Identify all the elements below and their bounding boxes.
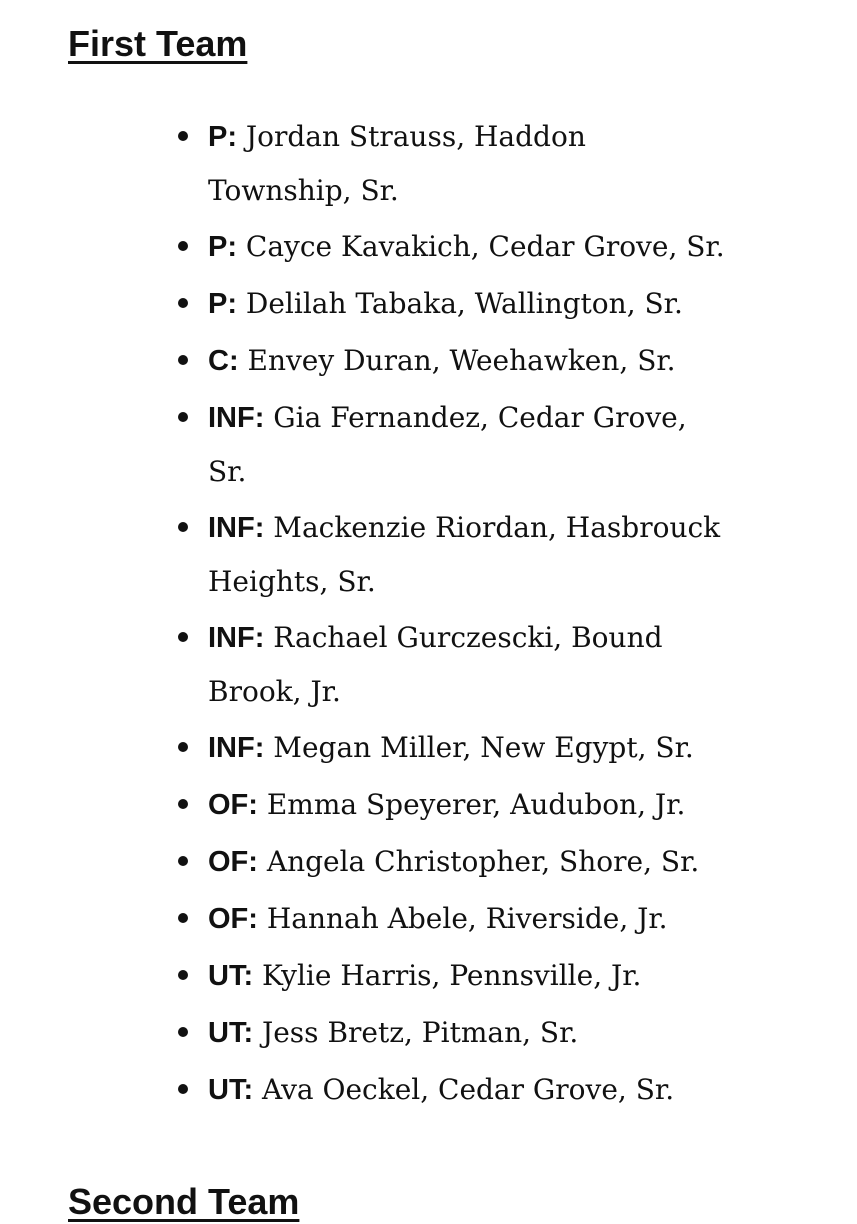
bullet-icon <box>178 355 188 365</box>
player-entry: Emma Speyerer, Audubon, Jr. <box>266 788 686 821</box>
bullet-icon <box>178 799 188 809</box>
bullet-icon <box>178 742 188 752</box>
player-entry: Ava Oeckel, Cedar Grove, Sr. <box>262 1073 675 1106</box>
player-position: INF: <box>208 622 265 654</box>
player-position: INF: <box>208 732 265 764</box>
player-position: C: <box>208 345 239 377</box>
player-position: UT: <box>208 960 254 992</box>
bullet-icon <box>178 632 188 642</box>
list-item <box>208 220 728 277</box>
list-item <box>208 334 728 391</box>
player-entry: Jordan Strauss, Haddon Township, Sr. <box>208 120 586 207</box>
list-item <box>208 778 728 835</box>
player-position: P: <box>208 231 237 263</box>
player-position: INF: <box>208 402 265 434</box>
player-list <box>208 110 728 1120</box>
next-section-title: Second Team <box>68 1181 300 1222</box>
player-position: OF: <box>208 846 258 878</box>
player-position: OF: <box>208 789 258 821</box>
list-item <box>208 721 728 778</box>
list-item <box>208 611 728 721</box>
bullet-icon <box>178 1027 188 1037</box>
list-item <box>208 835 728 892</box>
bullet-icon <box>178 970 188 980</box>
player-entry: Envey Duran, Weehawken, Sr. <box>247 344 676 377</box>
list-item <box>208 110 728 220</box>
list-item <box>208 892 728 949</box>
player-entry: Jess Bretz, Pitman, Sr. <box>262 1016 579 1049</box>
player-entry: Hannah Abele, Riverside, Jr. <box>266 902 668 935</box>
player-entry: Megan Miller, New Egypt, Sr. <box>273 731 694 764</box>
bullet-icon <box>178 412 188 422</box>
list-item <box>208 1006 728 1063</box>
player-entry: Gia Fernandez, Cedar Grove, Sr. <box>208 401 687 488</box>
player-position: P: <box>208 288 237 320</box>
player-entry: Kylie Harris, Pennsville, Jr. <box>262 959 642 992</box>
bullet-icon <box>178 1084 188 1094</box>
bullet-icon <box>178 298 188 308</box>
player-position: OF: <box>208 903 258 935</box>
list-item <box>208 1063 728 1120</box>
list-item <box>208 391 728 501</box>
bullet-icon <box>178 131 188 141</box>
player-position: P: <box>208 121 237 153</box>
list-item <box>208 949 728 1006</box>
player-position: INF: <box>208 512 265 544</box>
player-entry: Angela Christopher, Shore, Sr. <box>266 845 700 878</box>
player-position: UT: <box>208 1074 254 1106</box>
player-entry: Rachael Gurczescki, Bound Brook, Jr. <box>208 621 663 708</box>
player-entry: Cayce Kavakich, Cedar Grove, Sr. <box>245 230 725 263</box>
bullet-icon <box>178 913 188 923</box>
list-item <box>208 277 728 334</box>
player-entry: Delilah Tabaka, Wallington, Sr. <box>245 287 683 320</box>
bullet-icon <box>178 522 188 532</box>
bullet-icon <box>178 856 188 866</box>
player-entry: Mackenzie Riordan, Hasbrouck Heights, Sr. <box>208 511 721 598</box>
section-title: First Team <box>68 23 248 64</box>
list-item <box>208 501 728 611</box>
player-position: UT: <box>208 1017 254 1049</box>
bullet-icon <box>178 241 188 251</box>
